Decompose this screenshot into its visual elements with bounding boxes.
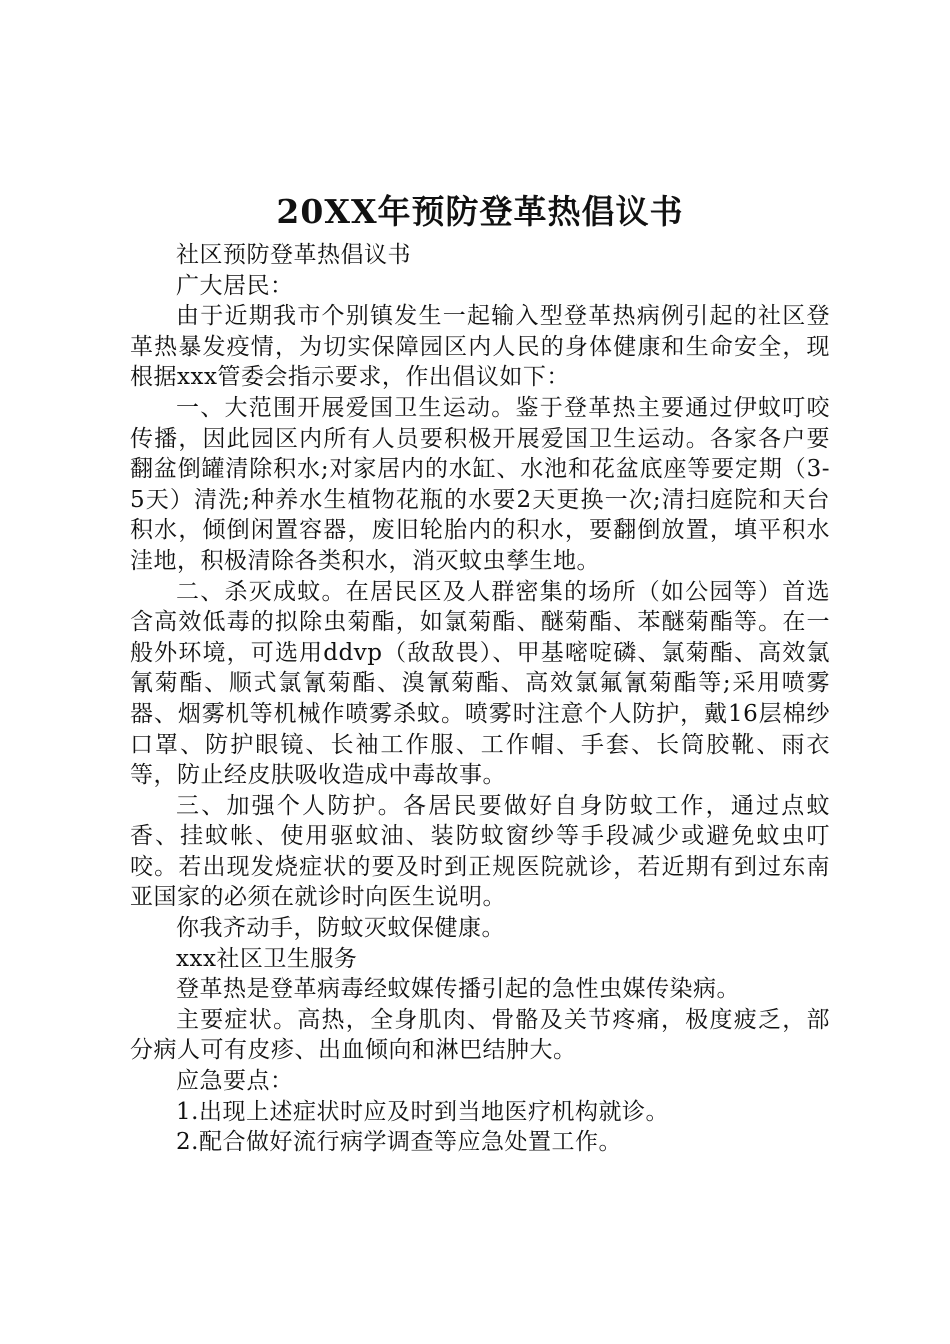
paragraph-emergency-heading: 应急要点： [176, 1068, 294, 1095]
paragraph-definition: 登革热是登革病毒经蚊媒传播引起的急性虫媒传染病。 [176, 976, 740, 1003]
paragraph-intro: 由于近期我市个别镇发生一起输入型登革热病例引起的社区登革热暴发疫情，为切实保障园区内人民的身体健康和生命安全，现根据xxx管委会指示要求，作出倡议如下： [130, 303, 830, 391]
paragraph-emergency-point-2: 2.配合做好流行病学调查等应急处置工作。 [176, 1129, 622, 1156]
paragraph-item-2: 二、杀灭成蚊。在居民区及人群密集的场所（如公园等）首选含高效低毒的拟除虫菊酯，如氯菊酯、醚菊酯、苯醚菊酯等。在一般外环境，可选用ddvp（敌敌畏）、甲基嘧啶磷、氯菊酯、高效氯氰菊酯、顺式氯氰菊酯、溴氰菊酯、高效氯氟氰菊酯等;采用喷雾器、烟雾机等机械作喷雾杀蚊。喷雾时注意个人防护，戴16层棉纱口罩、防护眼镜、长袖工作服、工作帽、手套、长筒胶靴、雨衣等，防止经皮肤吸收造成中毒故事。 [130, 578, 830, 789]
paragraph-item-3: 三、加强个人防护。各居民要做好自身防蚊工作，通过点蚊香、挂蚊帐、使用驱蚊油、装防蚊窗纱等手段减少或避免蚊虫叮咬。若出现发烧症状的要及时到正规医院就诊，若近期有到过东南亚国家的必须在就诊时向医生说明。 [130, 792, 830, 911]
paragraph-symptoms: 主要症状。高热，全身肌肉、骨骼及关节疼痛，极度疲乏，部分病人可有皮疹、出血倾向和淋巴结肿大。 [130, 1006, 830, 1064]
paragraph-emergency-point-1: 1.出现上述症状时应及时到当地医疗机构就诊。 [176, 1098, 669, 1125]
document-title: 20XX年预防登革热倡议书 [276, 192, 684, 231]
paragraph-salutation: 广大居民： [176, 272, 294, 299]
paragraph-slogan: 你我齐动手，防蚊灭蚊保健康。 [176, 915, 505, 942]
document-page [130, 190, 830, 1158]
paragraph-item-1: 一、大范围开展爱国卫生运动。鉴于登革热主要通过伊蚊叮咬传播，因此园区内所有人员要积极开展爱国卫生运动。各家各户要翻盆倒罐清除积水;对家居内的水缸、水池和花盆底座等要定期（3-5天）清洗;种养水生植物花瓶的水要2天更换一次;清扫庭院和天台积水，倾倒闲置容器，废旧轮胎内的积水，要翻倒放置，填平积水洼地，积极清除各类积水，消灭蚊虫孳生地。 [130, 394, 830, 574]
paragraph-signature: xxx社区卫生服务 [176, 945, 358, 972]
paragraph-subtitle: 社区预防登革热倡议书 [176, 242, 411, 268]
